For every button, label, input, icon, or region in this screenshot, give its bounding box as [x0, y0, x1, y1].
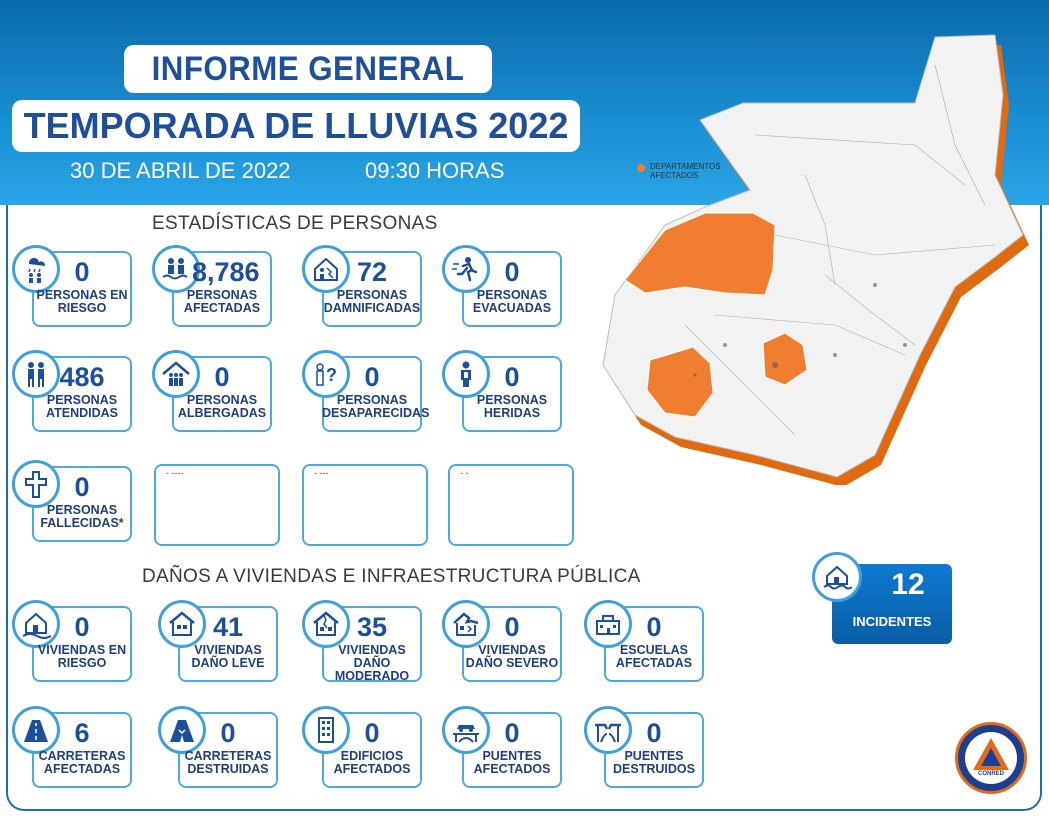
incidents-value: 12	[891, 568, 925, 601]
stat-card-personas-albergadas	[152, 350, 272, 432]
stat-label: PERSONAS DAMNIFICADAS	[323, 288, 421, 315]
stat-card-viviendas-moderado	[302, 600, 422, 682]
empty-card-placeholder: - -	[460, 468, 469, 478]
stat-card-puentes-destruidos	[584, 706, 704, 788]
stat-card-personas-evacuadas	[442, 245, 562, 327]
stat-card-personas-desaparecidas	[302, 350, 430, 432]
map-legend: DEPARTAMENTOS AFECTADOS	[650, 162, 721, 180]
stat-label: PERSONAS AFECTADAS	[183, 288, 261, 315]
stat-label: CARRETERAS DESTRUIDAS	[184, 749, 272, 776]
stat-label: VIVIENDAS EN RIESGO	[37, 643, 127, 670]
stat-card-viviendas-leve	[158, 600, 278, 682]
map-dept-huehuetenango	[625, 213, 775, 295]
report-hour: 09:30 HORAS	[365, 158, 505, 183]
report-title: INFORME GENERAL	[124, 45, 492, 93]
stat-card-viviendas-riesgo	[12, 600, 132, 682]
incidents-label: INCIDENTES	[852, 614, 932, 629]
stat-value: 72	[356, 257, 388, 287]
stat-label: VIVIENDAS DAÑO SEVERO	[465, 643, 559, 670]
stat-card-viviendas-severo	[442, 600, 562, 682]
guatemala-map	[575, 25, 1035, 485]
stat-card-carreteras-afectadas	[12, 706, 132, 788]
stat-label: PERSONAS EN RIESGO	[36, 288, 128, 315]
logo-text: CONRED	[977, 771, 1004, 777]
incidents-card	[812, 552, 952, 644]
stat-value: 35	[356, 612, 388, 642]
conred-logo	[955, 722, 1027, 794]
stat-value: 0	[214, 362, 230, 392]
stat-label: VIVIENDAS DAÑO LEVE	[191, 643, 265, 670]
stat-card-puentes-afectados	[442, 706, 562, 788]
stat-value: 0	[364, 718, 380, 748]
stat-card-edificios	[302, 706, 422, 788]
stat-value: 0	[646, 612, 662, 642]
stat-value: 0	[220, 718, 236, 748]
empty-card-placeholder: - ---	[314, 468, 329, 478]
empty-card	[448, 464, 574, 546]
stat-card-personas-damnificadas	[302, 245, 422, 327]
stat-label: PERSONAS FALLECIDAS*	[40, 503, 124, 530]
stat-card-carreteras-destruidas	[158, 706, 278, 788]
stat-label: PERSONAS DESAPARECIDAS	[322, 393, 430, 420]
svg-text:?: ?	[326, 365, 337, 385]
stat-value: 0	[646, 718, 662, 748]
stat-label: PERSONAS ATENDIDAS	[46, 393, 118, 420]
damage-section-title: DAÑOS A VIVIENDAS E INFRAESTRUCTURA PÚBLICA	[142, 566, 641, 587]
stat-value: 41	[212, 612, 244, 642]
stat-label: ESCUELAS AFECTADAS	[615, 643, 693, 670]
stat-label: PUENTES DESTRUIDOS	[613, 749, 695, 776]
people-section-title: ESTADÍSTICAS DE PERSONAS	[152, 213, 438, 234]
stat-label: PERSONAS HERIDAS	[476, 393, 548, 420]
stat-value: 0	[504, 612, 520, 642]
flood-house-icon	[812, 552, 862, 602]
stat-card-personas-heridas	[442, 350, 562, 432]
stat-card-escuelas	[584, 600, 704, 682]
stat-card-personas-riesgo	[12, 245, 132, 327]
report-date: 30 DE ABRIL DE 2022	[70, 158, 291, 183]
stat-value: 0	[74, 257, 90, 287]
stat-label: EDIFICIOS AFECTADOS	[333, 749, 411, 776]
empty-card	[302, 464, 428, 546]
stat-label: CARRETERAS AFECTADAS	[38, 749, 126, 776]
empty-card	[154, 464, 280, 546]
stat-value: 486	[59, 362, 105, 392]
stat-label: PUENTES AFECTADOS	[473, 749, 551, 776]
legend-dot	[637, 164, 645, 172]
stat-label: VIVIENDAS DAÑO MODERADO	[334, 643, 410, 683]
stat-value: 8,786	[192, 257, 260, 287]
stat-card-personas-atendidas	[12, 350, 132, 432]
stat-label: PERSONAS EVACUADAS	[472, 288, 552, 315]
stat-value: 6	[74, 718, 90, 748]
stat-card-personas-fallecidas	[12, 460, 132, 542]
stat-value: 0	[504, 257, 520, 287]
empty-card-placeholder: - ----	[166, 468, 184, 478]
stat-value: 0	[504, 718, 520, 748]
stat-label: PERSONAS ALBERGADAS	[177, 393, 267, 420]
stat-card-personas-afectadas	[152, 245, 272, 327]
stat-value: 0	[74, 612, 90, 642]
report-subtitle: TEMPORADA DE LLUVIAS 2022	[12, 100, 580, 152]
stat-value: 0	[504, 362, 520, 392]
stat-value: 0	[74, 472, 90, 502]
stat-value: 0	[364, 362, 380, 392]
